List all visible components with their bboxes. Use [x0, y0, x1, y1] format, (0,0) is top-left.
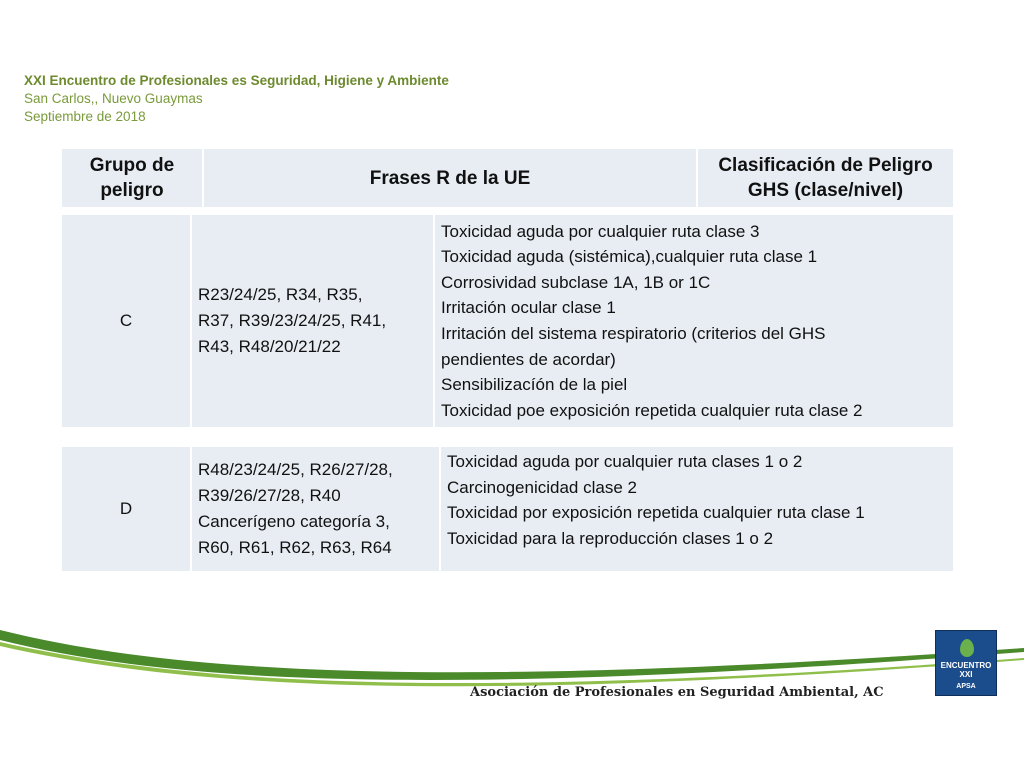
ghs-line: Toxicidad aguda (sistémica),cualquier ruta clase 1	[441, 247, 818, 267]
row-phrases-d	[191, 447, 440, 571]
ghs-line: Toxicidad aguda por cualquier ruta clases 1 o 2	[447, 452, 803, 471]
column-header-group: Grupo de peligro	[62, 149, 203, 207]
phrase-line: R43, R48/20/21/22	[198, 337, 341, 356]
event-location: San Carlos,, Nuevo Guaymas	[24, 91, 203, 106]
table-header	[62, 149, 953, 207]
logo-text-top: ENCUENTRO XXI	[940, 661, 992, 679]
phrase-line: R37, R39/23/24/25, R41,	[198, 311, 387, 330]
event-date: Septiembre de 2018	[24, 109, 146, 124]
phrase-line: R39/26/27/28, R40	[198, 486, 341, 505]
row-group-c: C	[62, 215, 191, 427]
ghs-line: Irritación del sistema respiratorio (criterios del GHS	[441, 324, 826, 343]
ghs-line: Toxicidad aguda por cualquier ruta clase 3	[441, 221, 760, 241]
row-group-d: D	[62, 447, 191, 571]
ghs-line: Toxicidad para la reproducción clases 1 o 2	[447, 528, 774, 548]
row-ghs-c	[434, 215, 953, 427]
slide-header	[24, 72, 454, 126]
ghs-line: Irritación ocular clase 1	[441, 298, 616, 318]
apsa-logo	[935, 630, 997, 696]
leaf-icon	[960, 639, 974, 657]
event-title: XXI Encuentro de Profesionales es Seguridad, Higiene y Ambiente	[24, 73, 449, 88]
ghs-line: Toxicidad por exposición repetida cualquier ruta clase 1	[447, 503, 865, 523]
column-header-ghs: Clasificación de Peligro GHS (clase/nivel)	[718, 155, 933, 201]
phrase-line: Cancerígeno categoría 3,	[198, 512, 390, 531]
phrase-line: R48/23/24/25, R26/27/28,	[198, 460, 393, 479]
phrase-line: R23/24/25, R34, R35,	[198, 285, 363, 304]
ghs-line: Corrosividad subclase 1A, 1B or 1C	[441, 272, 711, 292]
table-row	[62, 447, 953, 571]
row-phrases-c	[191, 215, 434, 427]
ghs-line: Sensibilizacíón de la piel	[441, 375, 628, 395]
ghs-line: pendientes de acordar)	[441, 349, 616, 369]
logo-text-bottom: APSA	[956, 683, 976, 690]
table-row	[62, 215, 953, 427]
row-ghs-d	[440, 447, 953, 571]
association-name: Asociación de Profesionales en Seguridad Ambiental, AC	[470, 685, 884, 700]
column-header-phrases: Frases R de la UE	[203, 149, 697, 207]
ghs-line: Carcinogenicidad clase 2	[447, 477, 637, 497]
ghs-line: Toxicidad poe exposición repetida cualquier ruta clase 2	[441, 400, 863, 420]
phrase-line: R60, R61, R62, R63, R64	[198, 538, 392, 557]
